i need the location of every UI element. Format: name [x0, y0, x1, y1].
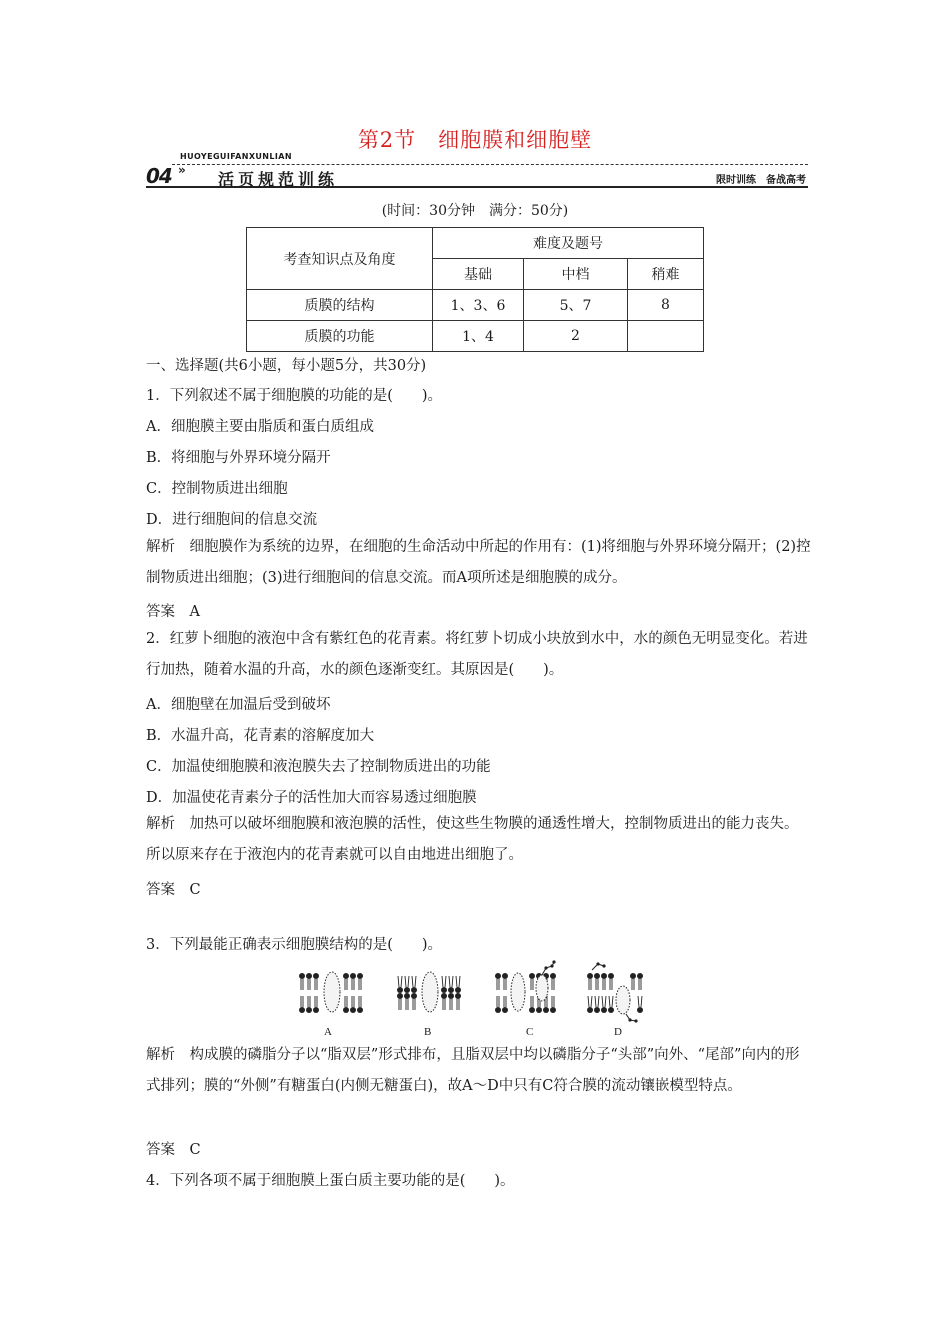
time-score-line: (时间：30分钟 满分：50分)	[381, 203, 569, 219]
question-2-option-a: A．细胞壁在加温后受到破坏	[146, 697, 331, 713]
question-2-option-d: D．加温使花青素分子的活性加大而容易透过细胞膜	[146, 790, 477, 806]
question-1-option-b: B．将细胞与外界环境分隔开	[146, 450, 331, 466]
question-1-option-c: C．控制物质进出细胞	[146, 481, 288, 497]
table-cell: 1、3、6	[433, 290, 524, 321]
table-row	[247, 321, 704, 352]
table-header-topic: 考查知识点及角度	[247, 228, 433, 290]
question-4-stem: 4．下列各项不属于细胞膜上蛋白质主要功能的是( )。	[146, 1173, 515, 1189]
question-3-answer: 答案 C	[146, 1142, 201, 1158]
table-row	[247, 290, 704, 321]
membrane-structure-figure	[296, 960, 666, 1042]
table-cell: 5、7	[524, 290, 628, 321]
table-header-difficulty: 难度及题号	[433, 228, 704, 259]
table-cell: 质膜的功能	[247, 321, 433, 352]
diagram-c	[495, 960, 556, 1013]
question-2-option-c: C．加温使细胞膜和液泡膜失去了控制物质进出的功能	[146, 759, 491, 775]
banner-solid-rule	[146, 186, 808, 188]
figure-label-c: C	[526, 1026, 534, 1038]
page-title: 第2节 细胞膜和细胞壁	[357, 128, 593, 152]
question-3-analysis: 解析 构成膜的磷脂分子以“脂双层”形式排布，且脂双层中均以磷脂分子“头部”向外、“尾部”向内的形式排列；膜的“外侧”有糖蛋白(内侧无糖蛋白)，故A～D中只有C符合膜的流动镶嵌模型特点。	[146, 1047, 800, 1094]
table-header-hard: 稍难	[628, 259, 704, 290]
banner-number: 04	[146, 164, 172, 188]
knowledge-table	[246, 227, 704, 352]
diagram-d	[587, 962, 643, 1022]
table-header-medium: 中档	[524, 259, 628, 290]
table-cell: 2	[524, 321, 628, 352]
question-1-option-a: A．细胞膜主要由脂质和蛋白质组成	[146, 419, 374, 435]
figure-label-d: D	[614, 1026, 622, 1038]
table-cell: 1、4	[433, 321, 524, 352]
question-1-answer: 答案 A	[146, 604, 200, 620]
banner-heading: 活页规范训练	[218, 170, 339, 189]
question-2-option-b: B．水温升高，花青素的溶解度加大	[146, 728, 375, 744]
figure-label-a: A	[324, 1026, 332, 1038]
figure-label-b: B	[424, 1026, 432, 1038]
table-cell: 8	[628, 290, 704, 321]
diagram-b	[397, 972, 461, 1012]
question-1-analysis: 解析 细胞膜作为系统的边界，在细胞的生命活动中所起的作用有：(1)将细胞与外界环境分隔开；(2)控制物质进出细胞；(3)进行细胞间的信息交流。而A项所述是细胞膜的成分。	[146, 539, 811, 586]
diagram-a	[299, 972, 363, 1013]
section-heading: 一、选择题(共6小题，每小题5分，共30分)	[146, 358, 427, 374]
question-2-answer: 答案 C	[146, 882, 201, 898]
question-2-analysis: 解析 加热可以破坏细胞膜和液泡膜的活性，使这些生物膜的通透性增大，控制物质进出的能力丧失。所以原来存在于液泡内的花青素就可以自由地进出细胞了。	[146, 816, 799, 863]
table-cell: 质膜的结构	[247, 290, 433, 321]
double-arrow-icon: »	[178, 163, 186, 177]
table-cell	[628, 321, 704, 352]
question-1-stem: 1．下列叙述不属于细胞膜的功能的是( )。	[146, 388, 443, 404]
membrane-diagrams	[296, 960, 666, 1026]
banner-pinyin: HUOYEGUIFANXUNLIAN	[180, 152, 292, 161]
question-1-option-d: D．进行细胞间的信息交流	[146, 512, 318, 528]
question-3-stem: 3．下列最能正确表示细胞膜结构的是( )。	[146, 937, 443, 953]
table-header-basic: 基础	[433, 259, 524, 290]
question-2-stem: 2．红萝卜细胞的液泡中含有紫红色的花青素。将红萝卜切成小块放到水中，水的颜色无明显变化。若进行加热，随着水温的升高，水的颜色逐渐变红。其原因是( )。	[146, 631, 808, 678]
section-banner	[146, 152, 808, 188]
banner-dashed-rule	[172, 164, 808, 165]
banner-right-text: 限时训练 备战高考	[716, 175, 806, 186]
